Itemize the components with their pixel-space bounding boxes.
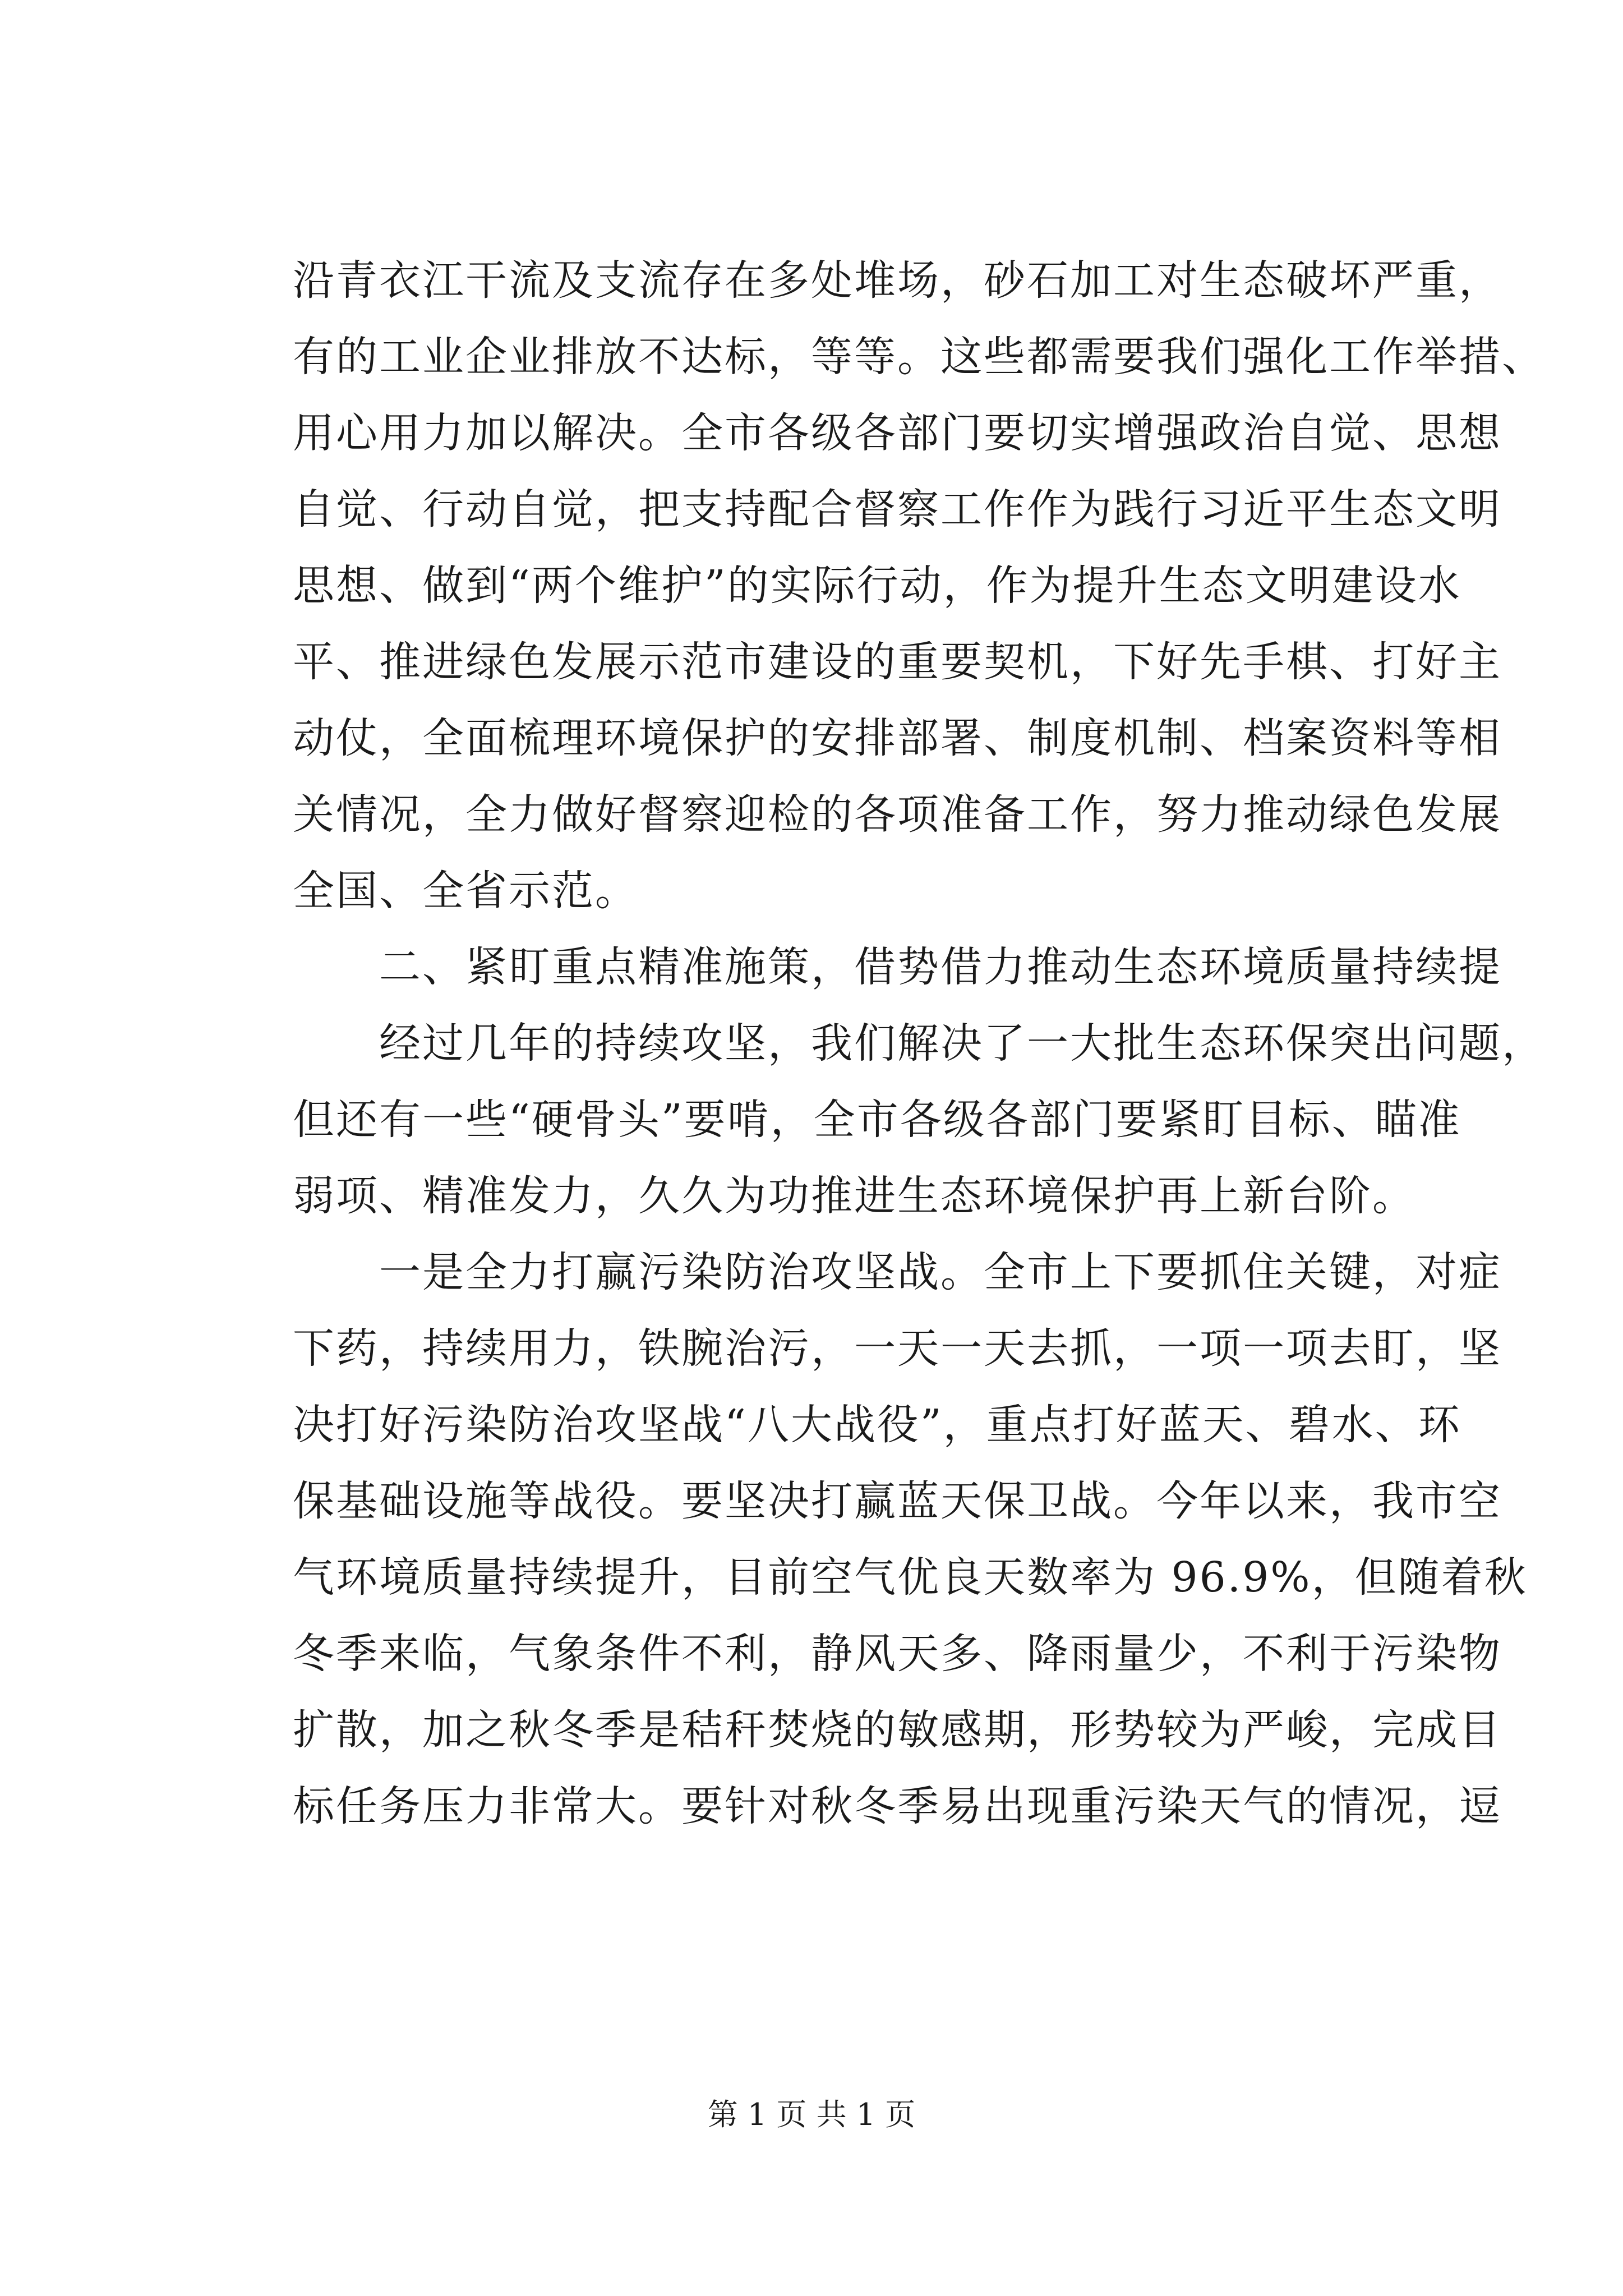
text-line: 弱项、精准发力，久久为功推进生态环境保护再上新台阶。 [293,1172,1415,1220]
text-line: 冬季来临，气象条件不利，静风天多、降雨量少，不利于污染物 [293,1630,1502,1678]
text-line: 动仗，全面梳理环境保护的安排部署、制度机制、档案资料等相 [293,714,1502,762]
text-line: 有的工业企业排放不达标，等等。这些都需要我们强化工作举措、 [293,333,1545,381]
text-line: 但还有一些“硬骨头”要啃，全市各级各部门要紧盯目标、瞄准 [293,1096,1461,1144]
text-line: 思想、做到“两个维护”的实际行动，作为提升生态文明建设水 [293,562,1461,610]
paragraph-first-line: 一是全力打赢污染防治攻坚战。全市上下要抓住关键，对症 [379,1248,1502,1296]
text-line: 决打好污染防治攻坚战“八大战役”，重点打好蓝天、碧水、环 [293,1401,1461,1449]
paragraph-first-line: 经过几年的持续攻坚，我们解决了一大批生态环保突出问题， [379,1019,1545,1068]
page-number-footer: 第 1 页 共 1 页 [707,2097,916,2132]
text-line: 全国、全省示范。 [293,867,638,915]
section-heading: 二、紧盯重点精准施策，借势借力推动生态环境质量持续提 [379,943,1502,991]
text-line: 关情况，全力做好督察迎检的各项准备工作，努力推动绿色发展 [293,790,1502,839]
text-line: 下药，持续用力，铁腕治污，一天一天去抓，一项一项去盯，坚 [293,1324,1502,1373]
text-line: 保基础设施等战役。要坚决打赢蓝天保卫战。今年以来，我市空 [293,1477,1502,1525]
text-line: 扩散，加之秋冬季是秸秆焚烧的敏感期，形势较为严峻，完成目 [293,1706,1502,1754]
text-line: 平、推进绿色发展示范市建设的重要契机，下好先手棋、打好主 [293,638,1502,686]
text-line: 自觉、行动自觉，把支持配合督察工作作为践行习近平生态文明 [293,485,1502,533]
text-line: 气环境质量持续提升，目前空气优良天数率为 96.9%，但随着秋 [293,1553,1528,1602]
text-line: 沿青衣江干流及支流存在多处堆场，砂石加工对生态破坏严重， [293,256,1502,305]
text-line: 用心用力加以解决。全市各级各部门要切实增强政治自觉、思想 [293,409,1502,457]
text-line: 标任务压力非常大。要针对秋冬季易出现重污染天气的情况，逗 [293,1782,1502,1830]
